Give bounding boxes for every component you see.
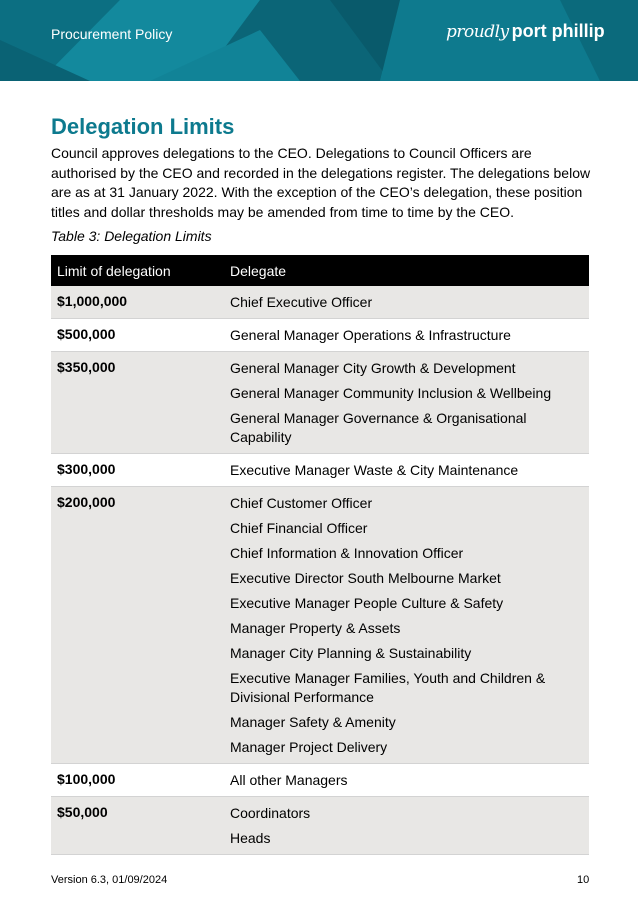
table-row: [51, 797, 589, 855]
delegate-cell: [223, 319, 589, 351]
delegate-title: General Manager Governance & Organisational Capability: [230, 410, 527, 445]
limit-cell: $350,000: [57, 359, 116, 375]
table-body: [51, 286, 589, 855]
limit-cell: $100,000: [57, 771, 116, 787]
delegate-cell: [223, 286, 589, 318]
header-banner: [0, 0, 638, 81]
delegate-title: Chief Customer Officer: [230, 495, 373, 511]
limit-cell: $500,000: [57, 326, 116, 342]
document-title: Procurement Policy: [51, 26, 173, 42]
delegate-title: Chief Executive Officer: [230, 294, 373, 310]
delegate-title: Manager Property & Assets: [230, 620, 401, 636]
delegate-cell: [223, 764, 589, 796]
delegation-table: [51, 255, 589, 855]
logo-script-text: proudly: [446, 22, 509, 42]
table-row: [51, 319, 589, 352]
logo-bold-text: port phillip: [511, 21, 605, 41]
limit-cell: $300,000: [57, 461, 116, 477]
table-row: [51, 764, 589, 797]
delegate-title: Manager Safety & Amenity: [230, 714, 396, 730]
delegate-title: Executive Manager Waste & City Maintenance: [230, 462, 519, 478]
delegate-title: General Manager Operations & Infrastructure: [230, 327, 511, 343]
table-caption: Table 3: Delegation Limits: [51, 228, 212, 244]
header-limit: Limit of delegation: [57, 262, 171, 279]
table-row: [51, 352, 589, 454]
delegate-cell: [223, 352, 589, 453]
delegate-title: Executive Manager Families, Youth and Children & Divisional Performance: [230, 670, 546, 705]
delegate-title: Manager City Planning & Sustainability: [230, 645, 472, 661]
delegate-title: Chief Information & Innovation Officer: [230, 545, 464, 561]
delegate-title: Heads: [230, 830, 271, 846]
delegate-title: General Manager City Growth & Development: [230, 360, 516, 376]
table-row: [51, 454, 589, 487]
proudly-port-phillip-logo: [446, 21, 605, 42]
delegate-title: Coordinators: [230, 805, 311, 821]
page-number: 10: [577, 874, 590, 886]
table-row: [51, 286, 589, 319]
delegate-title: Chief Financial Officer: [230, 520, 368, 536]
delegate-title: All other Managers: [230, 772, 348, 788]
table-row: [51, 487, 589, 764]
section-heading: Delegation Limits: [51, 114, 235, 139]
delegate-title: Executive Manager People Culture & Safety: [230, 595, 504, 611]
table-header: [51, 255, 589, 286]
delegate-cell: [223, 454, 589, 486]
footer-version: Version 6.3, 01/09/2024: [51, 874, 168, 886]
intro-paragraph: Council approves delegations to the CEO. Delegations to Council Officers are authorised by the CEO and recorded in the delegations register. The delegations below are as at 31 January 2022. With the exception of the CEO’s delegation, these position titles and dollar thresholds may be amended from time to time by the CEO.: [51, 145, 591, 220]
delegate-title: General Manager Community Inclusion & Wellbeing: [230, 385, 552, 401]
header-delegate: Delegate: [230, 262, 287, 279]
limit-cell: $50,000: [57, 804, 108, 820]
limit-cell: $1,000,000: [57, 293, 128, 309]
delegate-title: Manager Project Delivery: [230, 739, 388, 755]
limit-cell: $200,000: [57, 494, 116, 510]
delegate-cell: [223, 797, 589, 854]
delegate-cell: [223, 487, 589, 763]
delegate-title: Executive Director South Melbourne Market: [230, 570, 501, 586]
